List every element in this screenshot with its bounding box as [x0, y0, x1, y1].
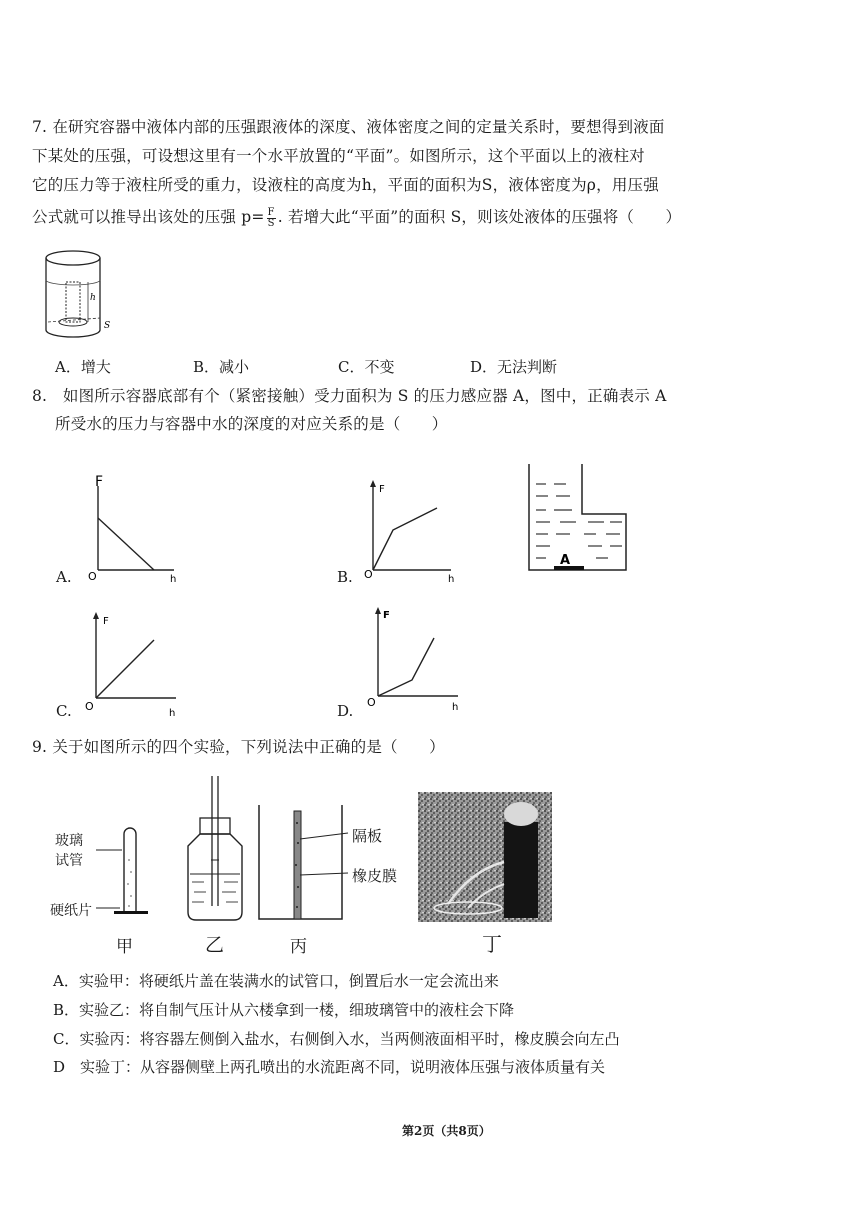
graph-b: [361, 478, 461, 588]
q9-option-d[interactable]: D 实验丁：从容器侧壁上两孔喷出的水流距离不同，说明液体压强与液体质量有关: [53, 1058, 606, 1076]
page-number-footer: 第2页（共8页）: [402, 1124, 491, 1138]
cylinder-h-label: h: [90, 293, 96, 303]
q7-line-4: [32, 205, 681, 229]
q7-line-3: 它的压力等于液柱所受的重力，设液柱的高度为h，平面的面积为S，液体密度为ρ，用压强: [32, 176, 659, 194]
q7-cylinder-figure: [40, 248, 120, 343]
graph-d-option-label[interactable]: D.: [337, 702, 354, 720]
q9-option-a[interactable]: A．实验甲：将硬纸片盖在装满水的试管口，倒置后水一定会流出来: [53, 972, 499, 990]
q8-line-2: 所受水的压力与容器中水的深度的对应关系的是（ ）: [55, 415, 448, 433]
graph-a-data-line: [98, 518, 154, 570]
graph-a-option-label[interactable]: A.: [56, 568, 72, 586]
q8-container-figure: [526, 462, 631, 574]
graph-c-option-label[interactable]: C.: [56, 702, 72, 720]
experiment-ding-photo: [418, 792, 552, 922]
graph-b-option-label[interactable]: B.: [337, 568, 353, 586]
experiment-yi-figure: [180, 774, 252, 926]
graph-b-data-line: [373, 508, 437, 570]
graph-c-origin-label: O: [85, 700, 94, 713]
label-card: 硬纸片: [50, 903, 92, 919]
q7-option-c[interactable]: C．不变: [338, 358, 395, 376]
q7-option-a[interactable]: A．增大: [55, 358, 111, 376]
q9-option-c[interactable]: C．实验丙：将容器左侧倒入盐水，右侧倒入水，当两侧液面相平时，橡皮膜会向左凸: [53, 1030, 620, 1048]
figure-name-bing: 丙: [290, 937, 307, 957]
q7-line-2: 下某处的压强，可设想这里有一个水平放置的“平面”。如图所示，这个平面以上的液柱对: [32, 147, 645, 165]
cylinder-s-label: S: [104, 321, 111, 331]
graph-c: [84, 610, 184, 720]
label-glass: 玻璃: [55, 833, 83, 849]
pressure-fraction: [267, 208, 276, 229]
experiment-bing-figure: [256, 803, 346, 921]
graph-d: [366, 604, 466, 716]
graph-d-origin-label: O: [367, 696, 376, 709]
q8-line-1: 8. 如图所示容器底部有个（紧密接触）受力面积为 S 的压力感应器 A，图中，正确表示 A: [32, 387, 667, 405]
label-partition: 隔板: [352, 827, 383, 845]
fraction-denominator: S: [267, 217, 275, 229]
graph-a: [86, 474, 186, 588]
graph-a-y-label: F: [95, 474, 104, 490]
graph-d-x-label: h: [452, 702, 459, 713]
graph-c-y-label: F: [103, 616, 109, 627]
q9-line-1: 9. 关于如图所示的四个实验，下列说法中正确的是（ ）: [32, 738, 445, 756]
graph-b-y-label: F: [379, 484, 385, 495]
graph-a-origin-label: O: [88, 570, 97, 583]
fraction-numerator: F: [267, 206, 275, 218]
graph-d-data-line: [378, 638, 434, 696]
q7-line-4-after: . 若增大此“平面”的面积 S，则该处液体的压强将（ ）: [277, 208, 682, 226]
q7-line-1: 7. 在研究容器中液体内部的压强跟液体的深度、液体密度之间的定量关系时，要想得到液面: [32, 118, 665, 136]
q7-option-d[interactable]: D．无法判断: [470, 358, 558, 376]
graph-c-x-label: h: [169, 708, 176, 719]
q9-option-b[interactable]: B．实验乙：将自制气压计从六楼拿到一楼，细玻璃管中的液柱会下降: [53, 1001, 515, 1019]
graph-b-x-label: h: [448, 574, 455, 585]
figure-name-ding: 丁: [482, 932, 502, 956]
q7-option-b[interactable]: B．减小: [193, 358, 250, 376]
label-test-tube: 试管: [55, 853, 83, 869]
sensor-label: A: [560, 553, 571, 568]
graph-a-x-label: h: [170, 574, 177, 585]
q7-line-4-before: 公式就可以推导出该处的压强 p=: [32, 208, 265, 226]
figure-name-jia: 甲: [116, 937, 133, 957]
graph-b-origin-label: O: [364, 568, 373, 581]
graph-d-y-label: F: [383, 610, 390, 621]
experiment-jia-figure: [96, 820, 156, 920]
figure-name-yi: 乙: [205, 934, 225, 956]
label-rubber-membrane: 橡皮膜: [352, 867, 398, 885]
graph-c-data-line: [96, 640, 154, 698]
